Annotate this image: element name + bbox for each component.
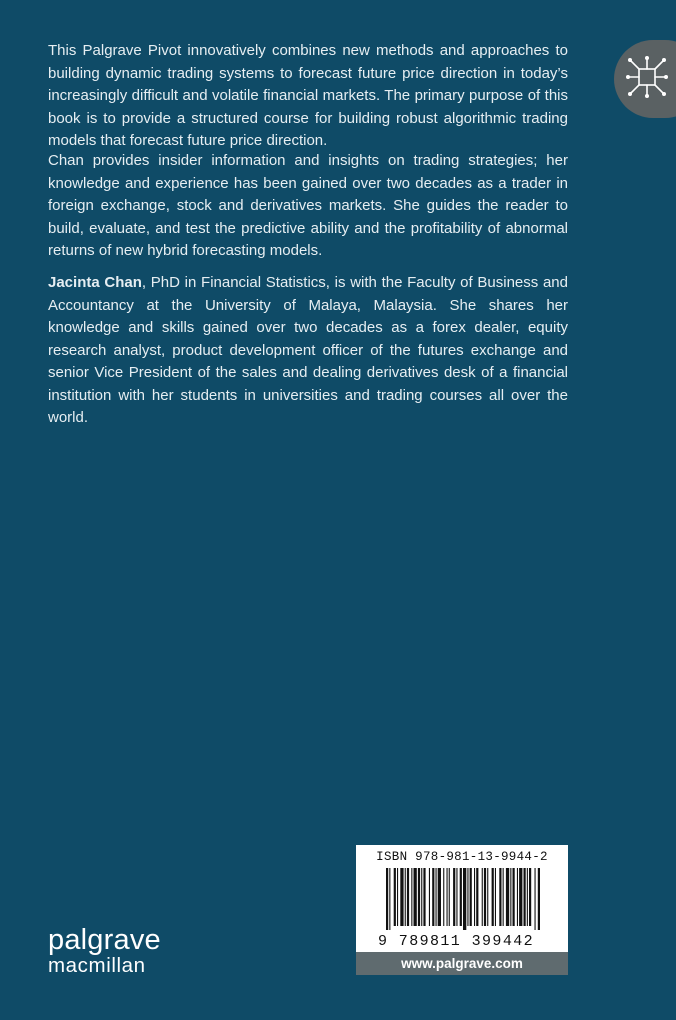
publisher-name-palgrave: palgrave [48, 924, 161, 956]
barcode-bar [460, 868, 462, 926]
barcode-bar [418, 868, 420, 926]
barcode-bar [429, 868, 430, 926]
barcode-bar [394, 868, 396, 926]
barcode-bar [443, 868, 444, 926]
barcode-bar [492, 868, 494, 926]
blurb-paragraph-2: Chan provides insider information and insights on trading strategies; her knowledge and experience has been gained over two decades as a trader in foreign exchange, stock and derivatives markets. She guides the reader to build, evaluate, and test the predictive ability and the profitability of abnormal returns of new hybrid forecasting models. [48, 152, 568, 259]
barcode-bar [519, 868, 522, 926]
barcode-bar [449, 868, 450, 926]
barcode-bar [529, 868, 531, 926]
barcode-bar [389, 868, 390, 930]
publisher-url: www.palgrave.com [356, 952, 568, 975]
barcode-bar [407, 868, 409, 926]
barcode-bar [474, 868, 475, 926]
barcode-bar [421, 868, 422, 926]
barcode-bar [456, 868, 457, 926]
barcode-bar [503, 868, 504, 926]
barcode-bar [484, 868, 486, 926]
barcode-bar [467, 868, 468, 926]
barcode-bar [438, 868, 441, 926]
barcode-bar [482, 868, 483, 926]
barcode-icon [386, 868, 540, 930]
author-bio-paragraph [48, 272, 568, 430]
author-bio: , PhD in Financial Statistics, is with the Faculty of Business and Accountancy at the University of Malaya, Malaysia. She shares her knowledge and skills gained over two decades as a forex dealer, equity research analyst, product development officer of the futures exchange and senior Vice President of the sales and dealing derivatives desk of a financial institution with her students in universities and trading courses all over the world. [48, 274, 568, 426]
barcode-bar [535, 868, 536, 930]
barcode-bar [405, 868, 406, 926]
barcode-bar [476, 868, 478, 926]
barcode-bar [524, 868, 526, 926]
barcode-bar [436, 868, 437, 926]
isbn-label: ISBN 978-981-13-9944-2 [376, 850, 548, 864]
barcode-bar [386, 868, 388, 930]
barcode-bar [495, 868, 496, 926]
barcode-bar [411, 868, 412, 926]
barcode-bar [463, 868, 466, 930]
barcode-bar [432, 868, 434, 926]
barcode-bar [538, 868, 540, 930]
pivot-badge [614, 40, 676, 118]
blurb-paragraph-1: This Palgrave Pivot innovatively combines new methods and approaches to building dynamic trading systems to forecast future price direction in today’s increasingly difficult and volatile financial markets. The primary purpose of this book is to provide a structured course for building robust algorithmic trading models that forecast future price direction. [48, 42, 568, 149]
barcode-bar [506, 868, 509, 926]
publisher-logo [48, 925, 161, 977]
barcode-bar [414, 868, 417, 926]
barcode-bar [487, 868, 488, 926]
barcode-bar [453, 868, 455, 926]
barcode-bar [499, 868, 501, 926]
barcode-bar [423, 868, 425, 926]
barcode-bar [517, 868, 518, 926]
barcode-bar [400, 868, 403, 926]
barcode-bar [447, 868, 448, 926]
barcode-bar [513, 868, 515, 926]
barcode-bar [527, 868, 528, 926]
barcode-bar [470, 868, 472, 926]
palgrave-pivot-logo-icon [624, 54, 670, 100]
publisher-name-macmillan: macmillan [48, 954, 146, 977]
barcode-bar [397, 868, 398, 926]
barcode-digits: 9 789811 399442 [378, 933, 535, 950]
author-name: Jacinta Chan [48, 274, 142, 291]
barcode-bar [510, 868, 511, 926]
